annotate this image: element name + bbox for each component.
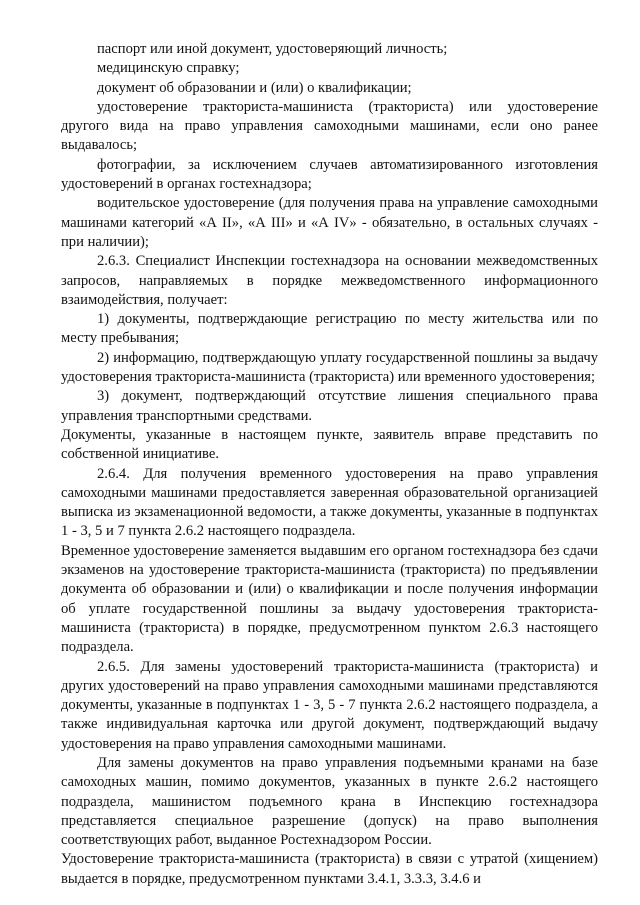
paragraph: Временное удостоверение заменяется выдавшим его органом гостехнадзора без сдачи экзаменов на удостоверение тракториста-машиниста (тракториста) по предъявлении документа об образовании и (или) о квалификации и после получения информации об уплате государственной пошлины за выдачу удостоверения тракториста-машиниста (тракториста) в порядке, предусмотренном пунктом 2.6.3 настоящего подраздела.	[61, 542, 598, 656]
document-body	[61, 40, 598, 889]
paragraph: Удостоверение тракториста-машиниста (тракториста) в связи с утратой (хищением) выдается в порядке, предусмотренном пунктами 3.4.1, 3.3.3, 3.4.6 и	[61, 851, 598, 887]
paragraph: 2) информацию, подтверждающую уплату государственной пошлины за выдачу удостоверения тракториста-машиниста (тракториста) или временного удостоверения;	[61, 349, 598, 386]
paragraph: 1) документы, подтверждающие регистрацию по месту жительства или по месту пребывания;	[61, 311, 598, 347]
paragraph: 2.6.4. Для получения временного удостоверения на право управления самоходными машинами предоставляется заверенная образовательной организацией выписка из экзаменационной ведомости, а также документы, указанные в подпунктах 1 - 3, 5 и 7 пункта 2.6.2 настоящего подраздела.	[61, 465, 598, 540]
paragraph: удостоверение тракториста-машиниста (тракториста) или удостоверение другого вида на право управления самоходными машинами, если оно ранее выдавалось;	[61, 98, 598, 154]
paragraph: Для замены документов на право управления подъемными кранами на базе самоходных машин, помимо документов, указанных в пункте 2.6.2 настоящего подраздела, машинистом подъемного крана в Инспекцию гостехнадзора представляется специальное разрешение (допуск) на право выполнения соответствующих работ, выданное Ростехнадзором России.	[61, 754, 598, 849]
paragraph: паспорт или иной документ, удостоверяющий личность;	[97, 41, 448, 57]
paragraph: 2.6.5. Для замены удостоверений тракториста-машиниста (тракториста) и других удостоверений на право управления самоходными машинами представляются документы, указанные в подпунктах 1 - 3, 5 - 7 пункта 2.6.2 настоящего подраздела, а также индивидуальная карточка или другой документ, подтверждающий выдачу удостоверения на право управления самоходными машинами.	[61, 658, 598, 752]
paragraph: документ об образовании и (или) о квалификации;	[97, 79, 412, 96]
paragraph: 3) документ, подтверждающий отсутствие лишения специального права управления транспортными средствами.	[61, 388, 598, 424]
paragraph: фотографии, за исключением случаев автоматизированного изготовления удостоверений в органах гостехнадзора;	[61, 156, 598, 193]
paragraph: 2.6.3. Специалист Инспекции гостехнадзора на основании межведомственных запросов, направляемых в порядке межведомственного информационного взаимодействия, получает:	[61, 253, 598, 308]
paragraph: медицинскую справку;	[97, 60, 240, 77]
paragraph: водительское удостоверение (для получения права на управление самоходными машинами категорий «А II», «А III» и «А IV» - обязательно, в остальных случаях - при наличии);	[61, 195, 598, 250]
paragraph: Документы, указанные в настоящем пункте, заявитель вправе представить по собственной инициативе.	[61, 426, 598, 463]
